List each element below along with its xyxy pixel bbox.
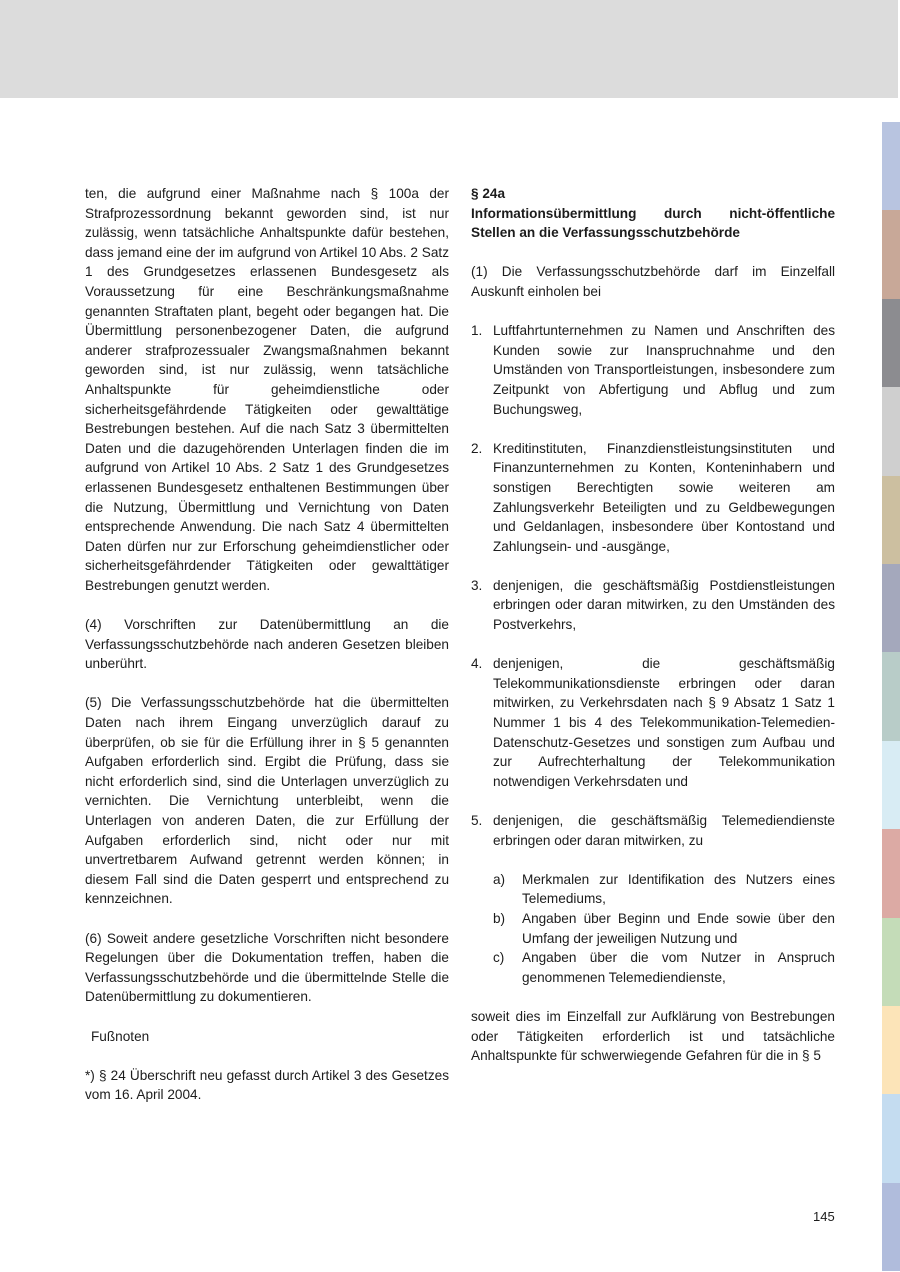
chapter-tab-2 [882,210,900,298]
chapter-tab-12 [882,1094,900,1182]
chapter-tab-10 [882,918,900,1006]
footnotes-heading: Fußnoten [91,1028,150,1044]
section-title: Informationsübermittlung durch nicht-öffentliche Stellen an die Verfassungsschutzbehörde [471,205,835,241]
footnote: *) § 24 Überschrift neu gefasst durch Artikel 3 des Gesetzes vom 16. April 2004. [85,1067,449,1103]
header-band [0,0,898,98]
chapter-tab-1 [882,122,900,210]
chapter-tab-5 [882,476,900,564]
paragraph-5: (5) Die Verfassungsschutzbehörde hat die übermittelten Daten nach ihrem Eingang unverzüglich darauf zu überprüfen, ob sie für die Erfüllung ihrer in § 5 genannten Aufgaben erforderlich sind. Ergibt die Prüfung, dass sie nicht erforderlich sind, sind die Unterlagen unverzüglich zu vernichten. Die Vernichtung unterbleibt, wenn die Unterlagen von anderen Daten, die zur Erfüllung der Aufgaben erforderlich sind, nicht oder nur mit unvertretbarem Aufwand getrennt werden können; in diesem Fall sind die Daten gesperrt und entsprechend zu kennzeichnen. [85,695,449,907]
list-number: 3. [471,577,483,593]
paragraph-1: (1) Die Verfassungsschutzbehörde darf im Einzelfall Auskunft einholen bei [471,264,835,299]
paragraph-continued: ten, die aufgrund einer Maßnahme nach § 100a der Strafprozessordnung bekannt geworden sind, ist nur zulässig, wenn tatsächliche Anhaltspunkte dafür bestehen, dass jemand eine der im aufgrund von Artikel 10 Abs. 2 Satz 1 des Grundgesetzes erlassenen Bundesgesetz als Voraussetzung für eine Beschränkungsmaßnahme genannten Straftaten plant, begeht oder begangen hat. Die Übermittlung personenbezogener Daten, die aufgrund anderer strafprozessualer Zwangsmaßnahmen bekannt geworden sind, ist nur zulässig, wenn tatsächliche Anhaltspunkte für geheimdienstliche oder sicherheitsgefährdende Tätigkeiten oder gewalttätige Bestrebungen bestehen. Auf die nach Satz 3 übermittelten Daten und die dazugehörenden Unterlagen finden die im aufgrund von Artikel 10 Abs. 2 Satz 1 des Grundgesetzes erlassenen Bundesgesetz enthaltenen Bestimmungen über die Nutzung, Übermittlung und Vernichtung von Daten entsprechende Anwendung. Die nach Satz 4 übermittelten Daten dürfen nur zur Erforschung geheimdienstlicher oder sicherheitsgefährdender Tätigkeiten oder gewalttätiger Bestrebungen genutzt werden. [85,186,449,593]
chapter-tab-11 [882,1006,900,1094]
list-item [471,576,835,635]
chapter-tab-6 [882,564,900,652]
list-text: Kreditinstituten, Finanzdienstleistungsinstituten und Finanzunternehmen zu Konten, Konteninhabern und sonstigen Berechtigten sowie weiteren am Zahlungsverkehr Beteiligten und zu Geldbewegungen und Geldanlagen, insbesondere über Kontostand und Zahlungsein- und -ausgänge, [493,440,835,554]
sub-list-text: Merkmalen zur Identifikation des Nutzers eines Telemediums, [522,871,835,907]
chapter-tab-4 [882,387,900,475]
chapter-tabs [882,122,900,1272]
paragraph-6: (6) Soweit andere gesetzliche Vorschriften nicht besondere Regelungen über die Dokumentation treffen, haben die Verfassungsschutzbehörde und die übermittelnde Stelle die Datenübermittlung zu dokumentieren. [85,930,449,1005]
list-text: Luftfahrtunternehmen zu Namen und Anschriften des Kunden sowie zur Inanspruchnahme und den Umständen von Transportleistungen, insbesondere zum Zeitpunkt von Abfertigung und Abflug und zum Buchungsweg, [493,323,835,417]
closing-paragraph: soweit dies im Einzelfall zur Aufklärung von Bestrebungen oder Tätigkeiten erforderlich ist und tatsächliche Anhaltspunkte für schwerwiegende Gefahren für die in § 5 [471,1008,835,1064]
sub-list-label: c) [493,950,505,966]
chapter-tab-7 [882,652,900,740]
list-number: 2. [471,440,483,456]
list-number: 5. [471,813,483,828]
list-text: denjenigen, die geschäftsmäßig Telekommunikationsdienste erbringen oder daran mitwirken, zu Verkehrsdaten nach § 9 Absatz 1 Satz 1 Nummer 1 bis 4 des Telekommunikation-Telemedien-Datenschutz-Gesetzes und sonstigen zum Aufbau und zur Aufrechterhaltung der Telekommunikation notwendigen Verkehrsdaten und [493,656,835,789]
list-text: denjenigen, die geschäftsmäßig Postdienstleistungen erbringen oder daran mitwirken, zu den Umständen des Postverkehrs, [493,577,835,633]
sub-list-text: Angaben über die vom Nutzer in Anspruch genommenen Telemediendienste, [522,950,835,985]
page-number: 145 [813,1209,835,1224]
right-column [471,184,835,1066]
sub-list-item [471,870,835,909]
section-number: § 24a [471,186,506,201]
list-number: 1. [471,323,483,339]
list-item [471,439,835,557]
paragraph-4: (4) Vorschriften zur Datenübermittlung an die Verfassungsschutzbehörde nach anderen Gesetzen bleiben unberührt. [85,617,449,672]
chapter-tab-9 [882,829,900,917]
sub-list-item [471,948,835,987]
list-item [471,654,835,791]
list-item [471,321,835,419]
list-text: denjenigen, die geschäftsmäßig Telemediendienste erbringen oder daran mitwirken, zu [493,813,835,848]
sub-list-item [471,909,835,948]
chapter-tab-8 [882,741,900,829]
chapter-tab-13 [882,1183,900,1271]
list-number: 4. [471,656,483,672]
sub-list-text: Angaben über Beginn und Ende sowie über den Umfang der jeweiligen Nutzung und [522,910,835,946]
left-column [85,184,449,1105]
chapter-tab-3 [882,299,900,387]
sub-list-label: b) [493,910,506,926]
sub-list-label: a) [493,871,506,887]
list-item [471,811,835,850]
